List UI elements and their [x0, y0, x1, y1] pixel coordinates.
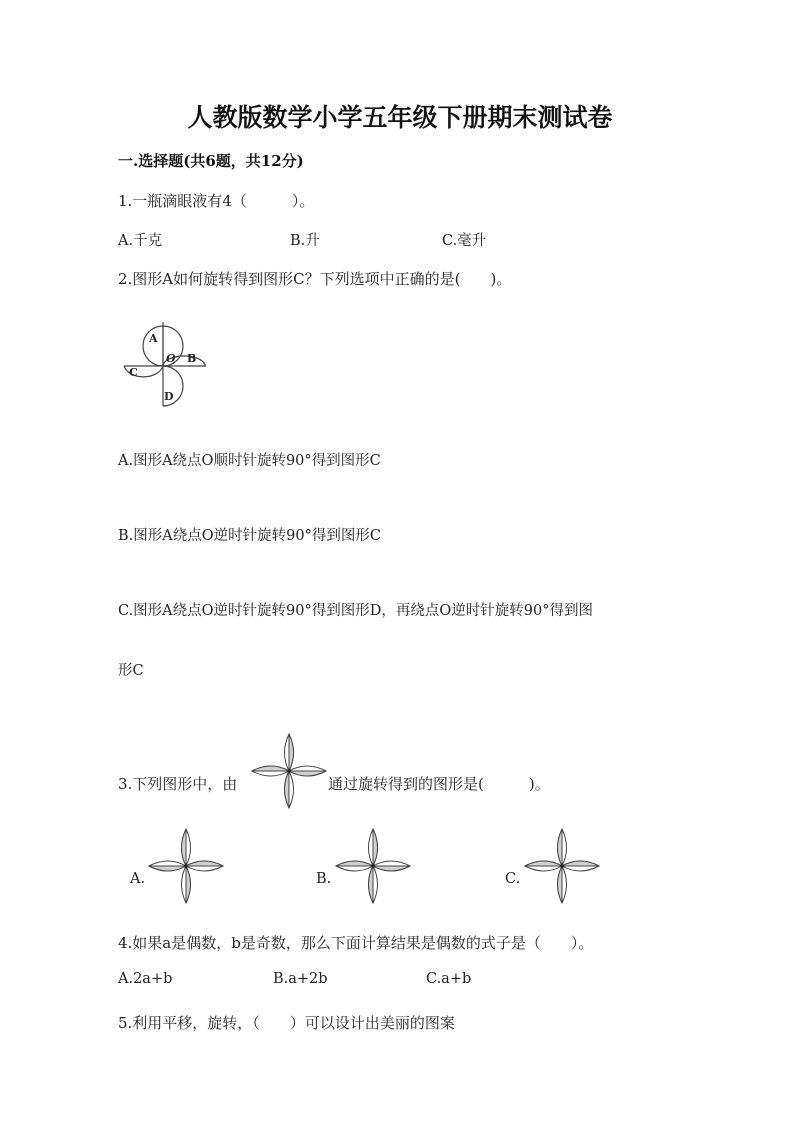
- question-1-option-b: B.升: [290, 233, 320, 249]
- question-1-stem: 1.一瓶滴眼液有4（ ）。: [118, 192, 315, 210]
- question-4-option-a: A.2a+b: [118, 971, 173, 987]
- question-4-option-b: B.a+2b: [273, 971, 328, 987]
- question-3-stem-flower: [250, 732, 328, 810]
- page-title: 人教版数学小学五年级下册期末测试卷: [187, 103, 613, 132]
- question-3-option-c: C.: [505, 871, 521, 887]
- question-2-rotation-figure: [118, 318, 218, 410]
- figure-label-d: D: [164, 390, 174, 403]
- question-2-option-c-continued: 形C: [118, 663, 144, 679]
- question-3-option-a-flower: [147, 827, 225, 905]
- question-2-option-c: C.图形A绕点O逆时针旋转90°得到图形D，再绕点O逆时针旋转90°得到图: [118, 603, 593, 619]
- figure-label-b: B: [187, 352, 197, 365]
- question-3-option-b: B.: [316, 871, 332, 887]
- question-4-stem: 4.如果a是偶数，b是奇数，那么下面计算结果是偶数的式子是（ ）。: [118, 934, 594, 952]
- question-3-stem-after: 通过旋转得到的图形是( )。: [328, 775, 550, 793]
- question-1-option-c: C.毫升: [442, 233, 487, 249]
- figure-label-a: A: [149, 332, 158, 345]
- question-3-option-c-flower: [523, 827, 601, 905]
- question-5-stem: 5.利用平移，旋转，（ ）可以设计出美丽的图案: [118, 1014, 455, 1032]
- question-1-option-a: A.千克: [118, 233, 163, 249]
- question-2-stem: 2.图形A如何旋转得到图形C？下列选项中正确的是( )。: [118, 270, 512, 288]
- section-heading-choice: 一.选择题(共6题，共12分): [118, 152, 304, 170]
- question-2-option-b: B.图形A绕点O逆时针旋转90°得到图形C: [118, 528, 381, 544]
- question-2-option-a: A.图形A绕点O顺时针旋转90°得到图形C: [118, 453, 381, 469]
- question-3-stem-before: 3.下列图形中，由: [118, 775, 238, 793]
- question-3-option-b-flower: [334, 827, 412, 905]
- question-3-option-a: A.: [130, 871, 146, 887]
- figure-label-c: C: [129, 366, 138, 379]
- question-4-option-c: C.a+b: [426, 971, 472, 987]
- figure-label-o: O: [166, 352, 176, 365]
